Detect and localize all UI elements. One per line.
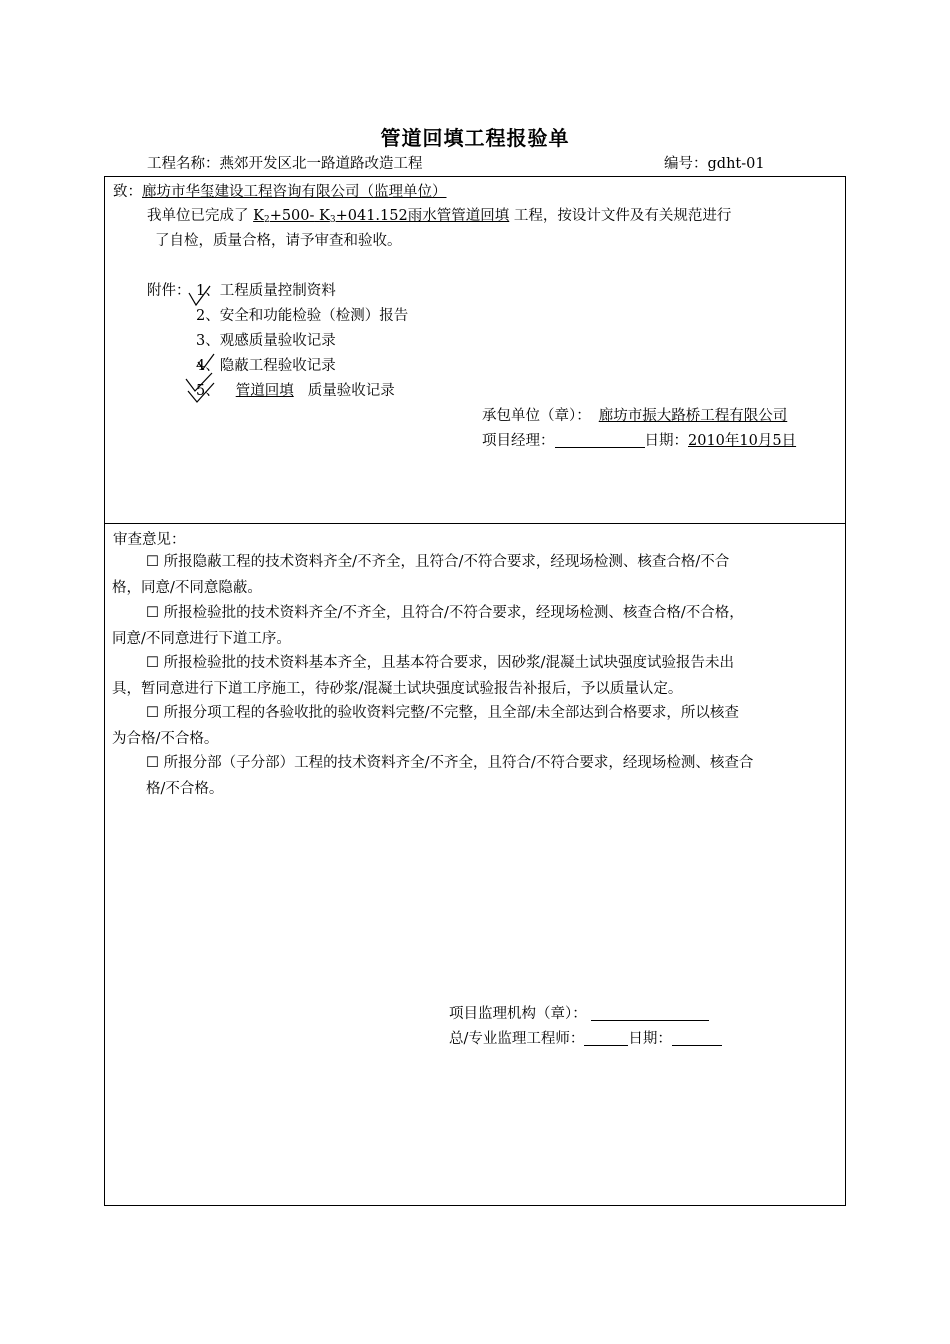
review-option-4 — [112, 700, 842, 752]
supervision-org-line — [449, 1002, 709, 1023]
checkmark-icon — [196, 352, 218, 372]
option-4-line-1: 所报分项工程的各验收批的验收资料完整/不完整，且全部/未全部达到合格要求，所以核查 — [163, 705, 739, 721]
option-2-line-2: 同意/不同意进行下道工序。 — [112, 631, 291, 647]
attachment-2: 2、安全和功能检验（检测）报告 — [196, 308, 409, 324]
project-name: 燕郊开发区北一路道路改造工程 — [219, 156, 423, 172]
k3-letter: K — [319, 208, 330, 224]
engineer-date-blank — [672, 1030, 722, 1046]
project-manager-line — [482, 429, 796, 450]
checkbox-icon[interactable]: ☐ — [146, 655, 159, 671]
checkbox-icon[interactable]: ☐ — [146, 605, 159, 621]
attachment-4: 4、隐蔽工程验收记录 — [196, 358, 336, 374]
project-name-line — [147, 152, 423, 173]
engineer-label: 总/专业监理工程师： — [449, 1031, 585, 1047]
attachment-1: 1、工程质量控制资料 — [196, 283, 336, 299]
completion-line — [147, 204, 731, 225]
to-label: 致： — [113, 184, 142, 200]
contractor-line — [482, 404, 791, 425]
attachment-5-fill: 管道回填 — [235, 383, 294, 399]
review-option-3 — [112, 650, 842, 702]
checkbox-icon[interactable]: ☐ — [146, 554, 159, 570]
pm-date-value: 2010年10月5日 — [688, 433, 797, 449]
line1-suffix: 工程，按设计文件及有关规范进行 — [513, 208, 732, 224]
attachment-3: 3、观感质量验收记录 — [196, 333, 336, 349]
option-5-line-2: 格/不合格。 — [146, 781, 224, 797]
option-1-line-1: 所报隐蔽工程的技术资料齐全/不齐全，且符合/不符合要求，经现场检测、核查合格/不合 — [163, 554, 730, 570]
checkbox-icon[interactable]: ☐ — [146, 705, 159, 721]
review-label: 审查意见： — [113, 532, 186, 548]
supervision-engineer-line — [449, 1027, 722, 1048]
review-option-1 — [112, 549, 842, 601]
attachments-label: 附件： — [147, 283, 191, 299]
document-title: 管道回填工程报验单 — [380, 126, 570, 150]
attachment-5 — [196, 379, 395, 400]
completion-line-2: 了自检，质量合格，请予审查和验收。 — [155, 233, 402, 249]
code-value: gdht-01 — [707, 156, 765, 172]
review-option-5 — [112, 750, 842, 802]
contractor-label: 承包单位（章）： — [482, 408, 591, 424]
station-range — [253, 208, 509, 224]
checkmark-icon — [186, 283, 216, 309]
checkbox-icon[interactable]: ☐ — [146, 755, 159, 771]
project-label: 工程名称： — [147, 156, 220, 172]
supervisor-org: 廊坊市华玺建设工程咨询有限公司（监理单位） — [142, 184, 447, 200]
engineer-date-label: 日期： — [628, 1031, 672, 1047]
k2-rest: +500- — [269, 208, 315, 224]
k3-sub: 3 — [329, 215, 336, 225]
option-4-line-2: 为合格/不合格。 — [112, 731, 219, 747]
pm-signature-blank — [555, 432, 645, 448]
attachment-5-num: 5、 — [196, 383, 220, 399]
addressee-line — [113, 180, 447, 201]
supervision-org-label: 项目监理机构（章）： — [449, 1006, 587, 1022]
pm-date-label: 日期： — [644, 433, 688, 449]
engineer-signature-blank — [584, 1030, 628, 1046]
line1-prefix: 我单位已完成了 — [147, 208, 249, 224]
supervision-org-blank — [591, 1005, 709, 1021]
contractor-name: 廊坊市振大路桥工程有限公司 — [598, 408, 788, 424]
review-option-2 — [112, 600, 842, 652]
option-2-line-1: 所报检验批的技术资料齐全/不齐全，且符合/不符合要求，经现场检测、核查合格/不合格， — [163, 605, 744, 621]
k2-sub: 2 — [263, 215, 270, 225]
option-5-line-1: 所报分部（子分部）工程的技术资料齐全/不齐全，且符合/不符合要求，经现场检测、核查合 — [163, 755, 754, 771]
option-3-line-2: 具，暂同意进行下道工序施工，待砂浆/混凝土试块强度试验报告补报后，予以质量认定。 — [112, 681, 683, 697]
code-label: 编号： — [664, 156, 708, 172]
option-1-line-2: 格，同意/不同意隐蔽。 — [112, 580, 262, 596]
checkmark-icon — [184, 371, 220, 407]
option-3-line-1: 所报检验批的技术资料基本齐全，且基本符合要求，因砂浆/混凝土试块强度试验报告未出 — [163, 655, 734, 671]
code-line — [664, 152, 765, 173]
section-divider — [104, 523, 846, 524]
attachment-5-text: 质量验收记录 — [307, 383, 395, 399]
pm-label: 项目经理： — [482, 433, 555, 449]
k2-letter: K — [253, 208, 264, 224]
k3-rest: +041.152雨水管管道回填 — [335, 208, 510, 224]
